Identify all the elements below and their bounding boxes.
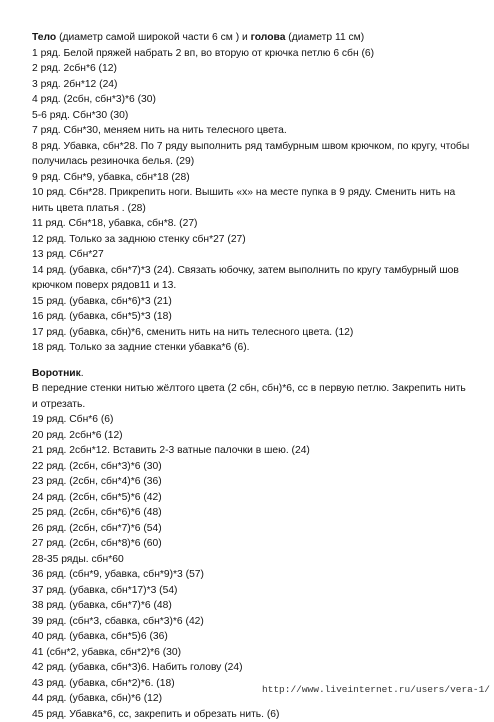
body-row: 11 ряд. Сбн*18, убавка, сбн*8. (27)	[32, 216, 472, 232]
title-head-rest: (диаметр 11 см)	[285, 32, 364, 43]
body-row: 7 ряд. Сбн*30, меняем нить на нить телесного цвета.	[32, 123, 472, 139]
collar-row: 36 ряд. (сбн*9, убавка, сбн*9)*3 (57)	[32, 567, 472, 583]
body-row: 13 ряд. Сбн*27	[32, 247, 472, 263]
source-url-watermark: http://www.liveinternet.ru/users/vera-1/	[262, 682, 490, 698]
collar-intro: В передние стенки нитью жёлтого цвета (2 сбн, сбн)*6, сс в первую петлю. Закрепить нить и отрезать.	[32, 381, 472, 412]
body-row: 15 ряд. (убавка, сбн*6)*3 (21)	[32, 294, 472, 310]
collar-row: 39 ряд. (сбн*3, сбавка, сбн*3)*6 (42)	[32, 614, 472, 630]
body-row: 10 ряд. Сбн*28. Прикрепить ноги. Вышить «х» на месте пупка в 9 ряду. Сменить нить на нить цвета платья . (28)	[32, 185, 472, 216]
collar-row: 20 ряд. 2сбн*6 (12)	[32, 428, 472, 444]
body-section-title	[32, 30, 472, 46]
collar-row: 25 ряд. (2сбн, сбн*6)*6 (48)	[32, 505, 472, 521]
collar-row: 24 ряд. (2сбн, сбн*5)*6 (42)	[32, 490, 472, 506]
body-row: 3 ряд. 2бн*12 (24)	[32, 77, 472, 93]
collar-row: 41 (сбн*2, убавка, сбн*2)*6 (30)	[32, 645, 472, 661]
body-row: 9 ряд. Сбн*9, убавка, сбн*18 (28)	[32, 170, 472, 186]
collar-row: 44 ряд. (убавка, сбн)*6 (12)	[32, 691, 472, 707]
title-body-rest: (диаметр самой широкой части 6 см ) и	[56, 32, 250, 43]
title-body-bold: Тело	[32, 32, 56, 43]
collar-row: 28-35 ряды. сбн*60	[32, 552, 472, 568]
collar-section-title	[32, 366, 472, 382]
body-row: 4 ряд. (2сбн, сбн*3)*6 (30)	[32, 92, 472, 108]
body-row: 1 ряд. Белой пряжей набрать 2 вп, во вторую от крючка петлю 6 сбн (6)	[32, 46, 472, 62]
collar-row: 21 ряд. 2сбн*12. Вставить 2-3 ватные палочки в шею. (24)	[32, 443, 472, 459]
collar-row: 22 ряд. (2сбн, сбн*3)*6 (30)	[32, 459, 472, 475]
collar-row: 38 ряд. (убавка, сбн*7)*6 (48)	[32, 598, 472, 614]
body-row: 12 ряд. Только за заднюю стенку сбн*27 (27)	[32, 232, 472, 248]
collar-row: 40 ряд. (убавка, сбн*5)6 (36)	[32, 629, 472, 645]
collar-row: 27 ряд. (2сбн, сбн*8)*6 (60)	[32, 536, 472, 552]
title-collar-suffix: .	[81, 368, 84, 379]
body-row: 16 ряд. (убавка, сбн*5)*3 (18)	[32, 309, 472, 325]
collar-row: 37 ряд. (убавка, сбн*17)*3 (54)	[32, 583, 472, 599]
body-row: 17 ряд. (убавка, сбн)*6, сменить нить на нить телесного цвета. (12)	[32, 325, 472, 341]
title-head-bold: голова	[251, 32, 286, 43]
section-gap	[32, 356, 472, 366]
collar-row: 45 ряд. Убавка*6, сс, закрепить и обрезать нить. (6)	[32, 707, 472, 722]
title-collar-bold: Воротник	[32, 368, 81, 379]
body-row: 8 ряд. Убавка, сбн*28. По 7 ряду выполнить ряд тамбурным швом крючком, по кругу, чтобы получилась резиночка белья. (29)	[32, 139, 472, 170]
collar-row: 43 ряд. (убавка, сбн*2)*6. (18)	[32, 676, 472, 692]
pattern-text	[32, 30, 472, 722]
collar-row: 19 ряд. Сбн*6 (6)	[32, 412, 472, 428]
collar-row: 42 ряд. (убавка, сбн*3)6. Набить голову (24)	[32, 660, 472, 676]
body-row: 18 ряд. Только за задние стенки убавка*6 (6).	[32, 340, 472, 356]
body-row: 2 ряд. 2сбн*6 (12)	[32, 61, 472, 77]
body-row: 14 ряд. (убавка, сбн*7)*3 (24). Связать юбочку, затем выполнить по кругу тамбурный шов крючком поверх рядов11 и 13.	[32, 263, 472, 294]
collar-row: 26 ряд. (2сбн, сбн*7)*6 (54)	[32, 521, 472, 537]
collar-row: 23 ряд. (2сбн, сбн*4)*6 (36)	[32, 474, 472, 490]
body-row: 5-6 ряд. Сбн*30 (30)	[32, 108, 472, 124]
